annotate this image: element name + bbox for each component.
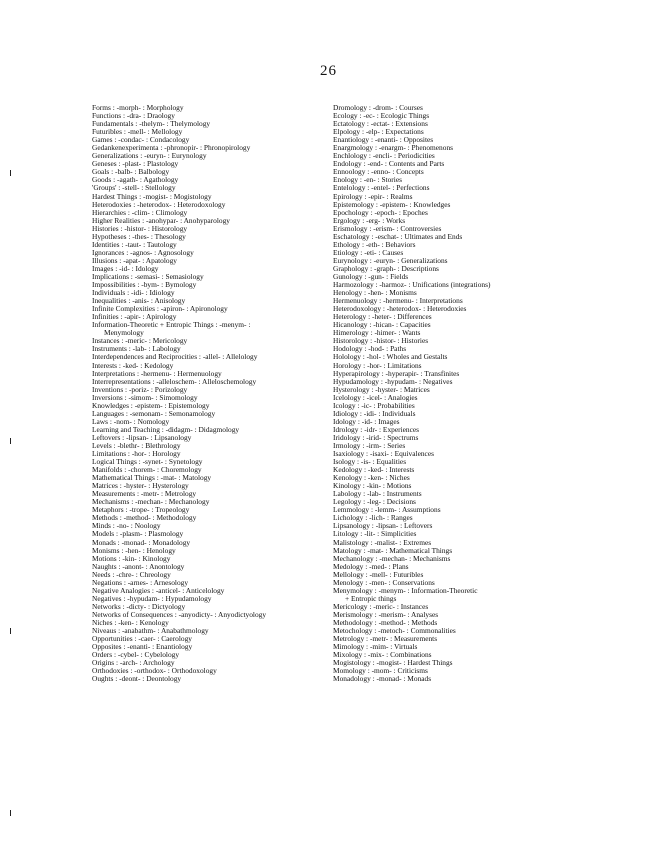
scan-margin-mark [10, 628, 11, 634]
index-entry: Isaxiology : -isaxi- : Equivalences [333, 449, 434, 459]
index-entry: Needs : -chre- : Chreology [92, 569, 171, 579]
index-entry: Networks of Consequences : -anyodicty- : Anyodictyology [92, 609, 267, 619]
index-entry: Ignorances : -agnos- : Agnosology [92, 247, 194, 257]
index-entry: Individuals : -idi- : Idiology [92, 288, 175, 298]
index-entry: Histories : -histor- : Historology [92, 223, 188, 233]
index-entry: Fundamentals : -thelym- : Thelymology [92, 119, 211, 129]
index-entry: Menology : -men- : Conservations [333, 577, 435, 587]
index-entry: Learning and Teaching : -didagm- : Didagmology [92, 424, 240, 434]
index-entry: Levels : -blethr- : Blethrology [92, 440, 181, 450]
index-entry: Idology : -id- : Images [333, 416, 400, 426]
index-entry: Enology : -en- : Stories [333, 175, 402, 185]
index-entry: Heterology : -heter- : Differences [333, 312, 432, 322]
index-entry: Gunology : -gun- : Fields [333, 271, 409, 281]
index-entry: Irmology : -irm- : Series [333, 440, 406, 450]
index-entry: Lemmology : -lemm- : Assumptions [333, 505, 441, 515]
index-entry: Limitations : -hor- : Horology [92, 449, 181, 459]
index-entry: Oughts : -deont- : Deontology [92, 674, 182, 684]
index-entry: Monisms : -hen- : Henology [92, 545, 176, 555]
index-entry: Ennoology : -enno- : Concepts [333, 167, 424, 177]
scan-margin-mark [10, 170, 11, 176]
index-entry: Images : -id- : Idology [92, 263, 159, 273]
index-entry: Ecology : -ec- : Ecologic Things [333, 111, 430, 121]
index-entry: Models : -plasm- : Plasmology [92, 529, 184, 539]
index-entry: Graphology : -graph- : Descriptions [333, 263, 439, 273]
index-entry: Metrology : -metr- : Measurements [333, 634, 438, 644]
index-entry: Methodology : -method- : Methods [333, 618, 438, 627]
index-entry: Ethology : -eth- : Behaviors [333, 239, 416, 249]
index-entry: Measurements : -metr- : Metrology [92, 489, 197, 499]
index-entry: Languages : -semonam- : Semonamology [92, 408, 216, 418]
index-entry: Illusions : -apat- : Apatology [92, 255, 177, 265]
index-entry: Minds : -no- : Noology [92, 521, 161, 531]
index-entry: Mixology : -mix- : Combinations [333, 650, 432, 660]
index-entry: Hierarchies : -clim- : Climology [92, 207, 188, 217]
index-entry: Eschatology : -eschat- : Ultimates and Ends [333, 231, 463, 241]
index-entry: Geneses : -plast- : Plastology [92, 159, 179, 169]
index-entry: Naughts : -anont- : Anontology [92, 561, 185, 571]
index-entry: Legology : -leg- : Decisions [333, 497, 416, 507]
index-entry: Menymology : -menym- : Information-Theoretic [333, 585, 478, 595]
index-entry: Enchlology : -encli- : Periodicities [333, 151, 435, 161]
index-entry: Hysterology : -hyster- : Matrices [333, 384, 430, 394]
index-entry: Negations : -arnes- : Arnesology [92, 577, 189, 587]
index-entry: Orders : -cybel- : Cybelology [92, 650, 180, 660]
index-entry: Goals : -balb- : Balbology [92, 167, 170, 177]
index-entry: Kenology : -ken- : Niches [333, 473, 410, 483]
index-entry: Futuribles : -mell- : Mellology [92, 127, 183, 137]
scan-margin-mark [10, 810, 11, 816]
index-entry: Ectatology : -ectat- : Extensions [333, 119, 428, 129]
index-entry: Hardest Things : -mogist- : Mogistology [92, 191, 212, 201]
index-entry: Knowledges : -epistem- : Epistemology [92, 400, 210, 410]
index-entry: Dromology : -drom- : Courses [333, 103, 423, 112]
index-entry: Interpretations : -hermenu- : Hermenuology [92, 368, 222, 378]
index-entry: Manifolds : -chorem- : Choremology [92, 465, 202, 475]
index-entry: Impossibilities : -bym- : Bymology [92, 280, 197, 290]
index-entry: Interests : -ked- : Kedology [92, 360, 174, 370]
index-entry: Medology : -med- : Plans [333, 561, 409, 571]
index-entry: Eurynology : -euryn- : Generalizations [333, 255, 448, 265]
index-entry: Elpology : -elp- : Expectations [333, 127, 424, 137]
index-entry: Matrices : -hyster- : Hysterology [92, 481, 189, 491]
index-entry: Instruments : -lab- : Labology [92, 344, 181, 354]
index-entry: Identities : -taut- : Tautology [92, 239, 177, 249]
index-entry: Mechanisms : -mechan- : Mechanology [92, 497, 210, 507]
index-entry: Laws : -nom- : Nomology [92, 416, 170, 426]
index-entry: Negative Analogies : -anticel- : Anticelology [92, 585, 225, 595]
index-entry: Momology : -mom- : Criticisms [333, 666, 428, 676]
index-entry: Himerology : -himer- : Wants [333, 328, 421, 338]
index-entry: Holology : -hol- : Wholes and Gestalts [333, 352, 448, 362]
index-entry: Monadology : -monad- : Monads [333, 674, 432, 684]
index-entry: Enargmology : -enargm- : Phenomenons [333, 143, 454, 153]
index-entry: Etiology : -eti- : Causes [333, 247, 404, 257]
index-entry: Hicanology : -hican- : Capacities [333, 320, 431, 330]
index-entry: Negatives : -hypudam- : Hypudamology [92, 593, 212, 603]
index-entry: Networks : -dicty- : Dictyology [92, 601, 186, 611]
index-entry: Mathematical Things : -mat- : Matology [92, 473, 212, 483]
index-entry: Inversions : -simom- : Simomology [92, 392, 198, 402]
index-entry-continuation: Menymology [104, 328, 144, 338]
index-entry: Mogistology : -mogist- : Hardest Things [333, 658, 453, 668]
index-entry: Logical Things : -synet- : Synetology [92, 457, 203, 467]
index-entry: Entelology : -entel- : Perfections [333, 183, 430, 193]
page-number: 26 [320, 63, 337, 79]
index-entry: Epochology : -epoch- : Epoches [333, 207, 428, 217]
scan-margin-mark [10, 438, 11, 444]
index-entry: 'Groups' : -stell- : Stellology [92, 183, 176, 193]
index-entry: Mimology : -mim- : Virtuals [333, 642, 418, 652]
index-entry: Infinite Complexities : -apiron- : Apironology [92, 304, 228, 314]
index-entry: Infinities : -apir- : Apirology [92, 312, 177, 322]
index-entry: Matology : -mat- : Mathematical Things [333, 545, 453, 555]
index-entry: Harmozology : -harmoz- : Unifications (integrations) [333, 280, 491, 290]
index-entry: Ergology : -erg- : Works [333, 215, 406, 225]
index-entry: Kinology : -kin- : Motions [333, 481, 412, 491]
index-entry: Methods : -method- : Methodology [92, 513, 197, 523]
index-entry: Instances : -meric- : Mericology [92, 336, 188, 346]
index-entry: Niches : -ken- : Kenology [92, 618, 169, 627]
index-entry: Heterodoxies : -heterodox- : Heterodoxology [92, 199, 226, 209]
index-entry: Horology : -hor- : Limitations [333, 360, 422, 370]
index-entry: Malistology : -malist- : Extremes [333, 537, 432, 547]
index-entry: Idrology : -idr- : Experiences [333, 424, 420, 434]
index-entry: Iridology : -irid- : Spectrums [333, 432, 419, 442]
index-entry: Motions : -kin- : Kinology [92, 553, 171, 563]
index-entry: Mericology : -meric- : Instances [333, 601, 429, 611]
index-entry-continuation: + Entropic things [345, 593, 397, 603]
index-entry: Hypotheses : -thes- : Thesology [92, 231, 186, 241]
index-entry: Lichology : -lich- : Ranges [333, 513, 413, 523]
index-entry: Implications : -semasi- : Semasiology [92, 271, 204, 281]
index-entry: Monads : -monad- : Monadology [92, 537, 191, 547]
index-entry: Metaphors : -trope- : Tropeology [92, 505, 190, 515]
index-entry: Mellology : -mell- : Futuribles [333, 569, 424, 579]
index-entry: Information-Theoretic + Entropic Things : -menym- : [92, 320, 251, 330]
index-entry: Functions : -dra- : Draology [92, 111, 175, 121]
index-entry: Hyperapirology : -hyperapir- : Transfinites [333, 368, 460, 378]
index-entry: Epistemology : -epistem- : Knowledges [333, 199, 451, 209]
index-entry: Hypudamology : -hypudam- : Negatives [333, 376, 453, 386]
index-entry: Opposites : -enanti- : Enantiology [92, 642, 193, 652]
index-entry: Niveaus : -anabathm- : Anabathmology [92, 626, 209, 636]
right-column [333, 104, 583, 683]
index-entry: Kedology : -ked- : Interests [333, 465, 415, 475]
index-entry: Hodology : -hod- : Paths [333, 344, 407, 354]
index-entry: Lipsanology : -lipsan- : Leftovers [333, 521, 433, 531]
index-entry: Interrepresentations : -alleloschem- : Alleloschemology [92, 376, 257, 386]
index-entry: Hermenuology : -hermenu- : Interpretations [333, 296, 463, 306]
index-entry: Heterodoxology : -heterodox- : Heterodoxies [333, 304, 467, 314]
index-entry: Endology : -end- : Contents and Parts [333, 159, 445, 169]
index-entry: Metochology : -metoch- : Commonalities [333, 626, 456, 636]
index-entry: Mechanology : -mechan- : Mechanisms [333, 553, 451, 563]
index-entry: Icelology : -icel- : Analogies [333, 392, 418, 402]
index-entry: Henology : -hen- : Monisms [333, 288, 417, 298]
index-entry: Erismology : -erism- : Controversies [333, 223, 442, 233]
index-entry: Enantiology : -enanti- : Opposites [333, 135, 434, 145]
index-entry: Historology : -histor- : Histories [333, 336, 429, 346]
index-entry: Icology : -ic- : Probabilities [333, 400, 415, 410]
index-entry: Litology : -lit- : Simplicities [333, 529, 417, 539]
index-entry: Generalizations : -euryn- : Eurynology [92, 151, 207, 161]
index-entry: Isology : -is- : Equalities [333, 457, 407, 467]
index-entry: Idiology : -idi- : Individuals [333, 408, 416, 418]
index-entry: Opportunities : -caer- : Caerology [92, 634, 193, 644]
index-entry: Orthodoxies : -orthodox- : Orthodoxology [92, 666, 217, 676]
index-entry: Epirology : -epir- : Realms [333, 191, 413, 201]
index-entry: Leftovers : -lipsan- : Lipsanology [92, 432, 192, 442]
left-column [92, 104, 330, 683]
index-entry: Labology : -lab- : Instruments [333, 489, 422, 499]
index-entry: Games : -condac- : Condacology [92, 135, 190, 145]
index-entry: Inequalities : -anis- : Anisology [92, 296, 186, 306]
index-entry: Forms : -morph- : Morphology [92, 103, 184, 112]
index-entry: Interdependences and Reciprocities : -allel- : Allelology [92, 352, 258, 362]
index-entry: Inventions : -poriz- : Porizology [92, 384, 188, 394]
index-entry: Goods : -agath- : Agathology [92, 175, 179, 185]
index-entry: Origins : -arch- : Archology [92, 658, 175, 668]
index-entry: Higher Realities : -anohypar- : Anohyparology [92, 215, 230, 225]
index-entry: Merismology : -merism- : Analyses [333, 609, 439, 619]
index-entry: Gedankenexperimenta : -phronopir- : Phronopirology [92, 143, 251, 153]
